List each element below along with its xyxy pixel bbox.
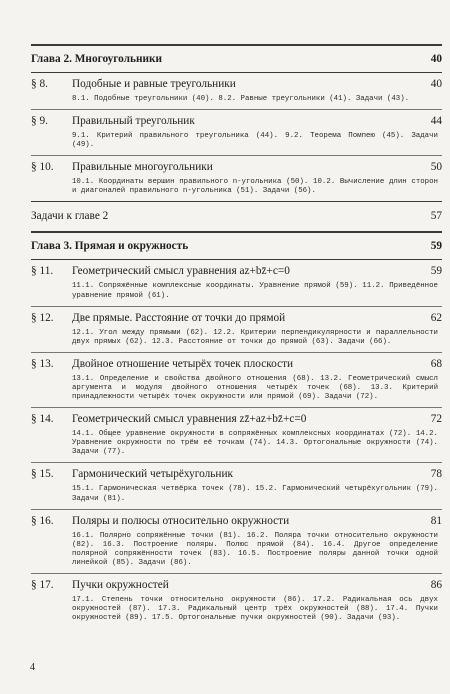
section-16 <box>31 510 442 573</box>
tasks-title: Задачи к главе 2 <box>31 210 109 223</box>
section-title: Гармонический четырёхугольник <box>72 468 233 481</box>
subsection-list: 13.1. Определение и свойства двойного отношения (68). 13.2. Геометрический смысл аргумента и модуля двойного отношения четырёх точек (68). 13.3. Критерий принадлежности четырёх точек окружности или прямой (69). Задачи (72). <box>72 374 438 402</box>
page-ref: 86 <box>430 578 442 591</box>
section-number: § 11. <box>31 265 54 278</box>
subsection-list: 10.1. Координаты вершин правильного n-угольника (50). 10.2. Вычисление длин сторон и диагоналей правильного n-угольника (51). Задачи (56). <box>72 178 438 196</box>
section-title: Поляры и полюсы относительно окружности <box>72 514 290 527</box>
section-title: Две прямые. Расстояние от точки до прямой <box>72 311 286 324</box>
page-ref: 59 <box>430 265 442 278</box>
subsection-list: 12.1. Угол между прямыми (62). 12.2. Критерии перпендикулярности и параллельности двух прямых (62). 12.3. Расстояние от точки до прямой (63). Задачи (66). <box>72 328 438 346</box>
section-number: § 16. <box>31 514 54 527</box>
section-number: § 10. <box>31 161 54 174</box>
section-8 <box>31 73 442 109</box>
chapter-title: Глава 2. Многоугольники <box>31 53 163 65</box>
subsection-list: 11.1. Сопряжённые комплексные координаты. Уравнение прямой (59). 11.2. Приведённое уравнение прямой (61). <box>72 282 438 300</box>
section-12 <box>31 307 442 352</box>
section-title: Правильный треугольник <box>72 115 195 128</box>
chapter-2-tasks <box>31 202 442 231</box>
section-number: § 15. <box>31 468 54 481</box>
section-number: § 12. <box>31 311 54 324</box>
section-title: Геометрический смысл уравнения az+bz̄+c=0 <box>72 265 290 278</box>
subsection-list: 14.1. Общее уравнение окружности в сопряжённых комплексных координатах (72). 14.2. Уравнение окружности по трём её точкам (74). 14.3. Ортогональные окружности (74). Задачи (77). <box>72 430 438 457</box>
page-ref: 57 <box>430 210 442 223</box>
page-number: 4 <box>30 662 35 673</box>
section-15 <box>31 463 442 508</box>
section-number: § 13. <box>31 357 54 370</box>
chapter-2-heading <box>31 46 442 72</box>
section-11 <box>31 260 442 305</box>
chapter-title: Глава 3. Прямая и окружность <box>31 240 189 253</box>
page-ref: 81 <box>430 514 442 527</box>
page-ref: 78 <box>430 468 442 481</box>
page-ref: 40 <box>430 78 442 90</box>
table-of-contents <box>31 44 442 628</box>
subsection-list: 9.1. Критерий правильного треугольника (44). 9.2. Теорема Помпею (45). Задачи (49). <box>72 132 438 150</box>
section-title: Подобные и равные треугольники <box>72 78 236 90</box>
section-title: Геометрический смысл уравнения zz̄+az+bz̄+c=0 <box>72 413 307 426</box>
page-ref: 62 <box>430 311 442 324</box>
section-number: § 9. <box>31 115 48 128</box>
subsection-list: 17.1. Степень точки относительно окружности (86). 17.2. Радикальная ось двух окружностей (87). 17.3. Радикальный центр трёх окружностей (88). 17.4. Пучки окружностей (89). 17.5. Ортогональные пучки окружностей (90). Задачи (93). <box>72 595 438 623</box>
page-ref: 72 <box>430 413 442 426</box>
section-title: Правильные многоугольники <box>72 161 213 174</box>
section-17 <box>31 574 442 628</box>
chapter-3-heading <box>31 233 442 259</box>
page-ref: 59 <box>430 240 442 253</box>
section-number: § 14. <box>31 413 54 426</box>
page-ref: 68 <box>430 357 442 370</box>
section-number: § 17. <box>31 578 54 591</box>
section-9 <box>31 110 442 155</box>
page-ref: 40 <box>430 53 442 65</box>
subsection-list: 8.1. Подобные треугольники (40). 8.2. Равные треугольники (41). Задачи (43). <box>72 95 410 103</box>
section-title: Пучки окружностей <box>72 578 169 591</box>
section-13 <box>31 353 442 407</box>
section-title: Двойное отношение четырёх точек плоскости <box>72 357 294 370</box>
section-14 <box>31 408 442 462</box>
section-number: § 8. <box>31 78 48 90</box>
subsection-list: 15.1. Гармоническая четвёрка точек (78). 15.2. Гармонический четырёхугольник (79). Задачи (81). <box>72 485 438 503</box>
page-ref: 44 <box>430 115 442 128</box>
subsection-list: 16.1. Полярно сопряжённые точки (81). 16.2. Поляра точки относительно окружности (82). 16.3. Построение поляры. Полюс прямой (84). 16.4. Другое определение полярной сопряжённости точек (83). 16.5. Построение поляры данной точки одной линейкой (85). Задачи (86). <box>72 531 438 567</box>
section-10 <box>31 156 442 201</box>
page-ref: 50 <box>430 161 442 174</box>
